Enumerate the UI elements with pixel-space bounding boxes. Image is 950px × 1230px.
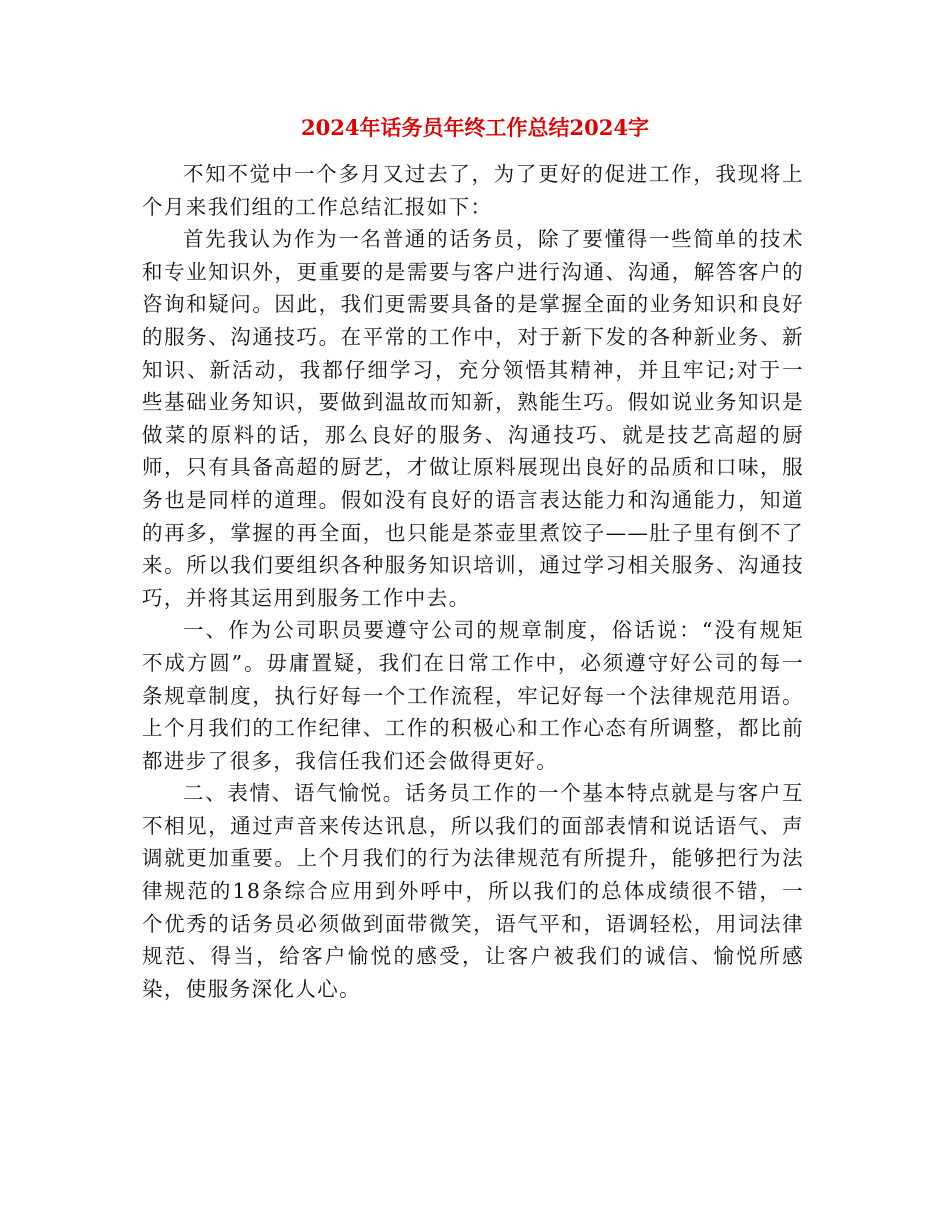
document-title: 2024年话务员年终工作总结2024字 [301,115,649,140]
paragraph-rules: 一、作为公司职员要遵守公司的规章制度，俗话说：“没有规矩不成方圆”。毋庸置疑，我们在日常工作中，必须遵守好公司的每一条规章制度，执行好每一个工作流程，牢记好每一个法律规范用语。上个月我们的工作纪律、工作的积极心和工作心态有所调整，都比前都进步了很多，我信任我们还会做得更好。 [142,618,804,773]
document-body [142,158,804,1005]
paragraph-skills: 首先我认为作为一名普通的话务员，除了要懂得一些简单的技术和专业知识外，更重要的是需要与客户进行沟通、沟通，解答客户的咨询和疑问。因此，我们更需要具备的是掌握全面的业务知识和良好的服务、沟通技巧。在平常的工作中，对于新下发的各种新业务、新知识、新活动，我都仔细学习，充分领悟其精神，并且牢记;对于一些基础业务知识，要做到温故而知新，熟能生巧。假如说业务知识是做菜的原料的话，那么良好的服务、沟通技巧、就是技艺高超的厨师，只有具备高超的厨艺，才做让原料展现出良好的品质和口味，服务也是同样的道理。假如没有良好的语言表达能力和沟通能力，知道的再多，掌握的再全面，也只能是茶壶里煮饺子——肚子里有倒不了来。所以我们要组织各种服务知识培训，通过学习相关服务、沟通技巧，并将其运用到服务工作中去。 [142,227,804,610]
paragraph-tone: 二、表情、语气愉悦。话务员工作的一个基本特点就是与客户互不相见，通过声音来传达讯息，所以我们的面部表情和说话语气、声调就更加重要。上个月我们的行为法律规范有所提升，能够把行为法律规范的18条综合应用到外呼中，所以我们的总体成绩很不错，一个优秀的话务员必须做到面带微笑，语气平和，语调轻松，用词法律规范、得当，给客户愉悦的感受，让客户被我们的诚信、愉悦所感染，使服务深化人心。 [142,781,804,1001]
paragraph-intro: 不知不觉中一个多月又过去了，为了更好的促进工作，我现将上个月来我们组的工作总结汇报如下： [142,162,804,219]
